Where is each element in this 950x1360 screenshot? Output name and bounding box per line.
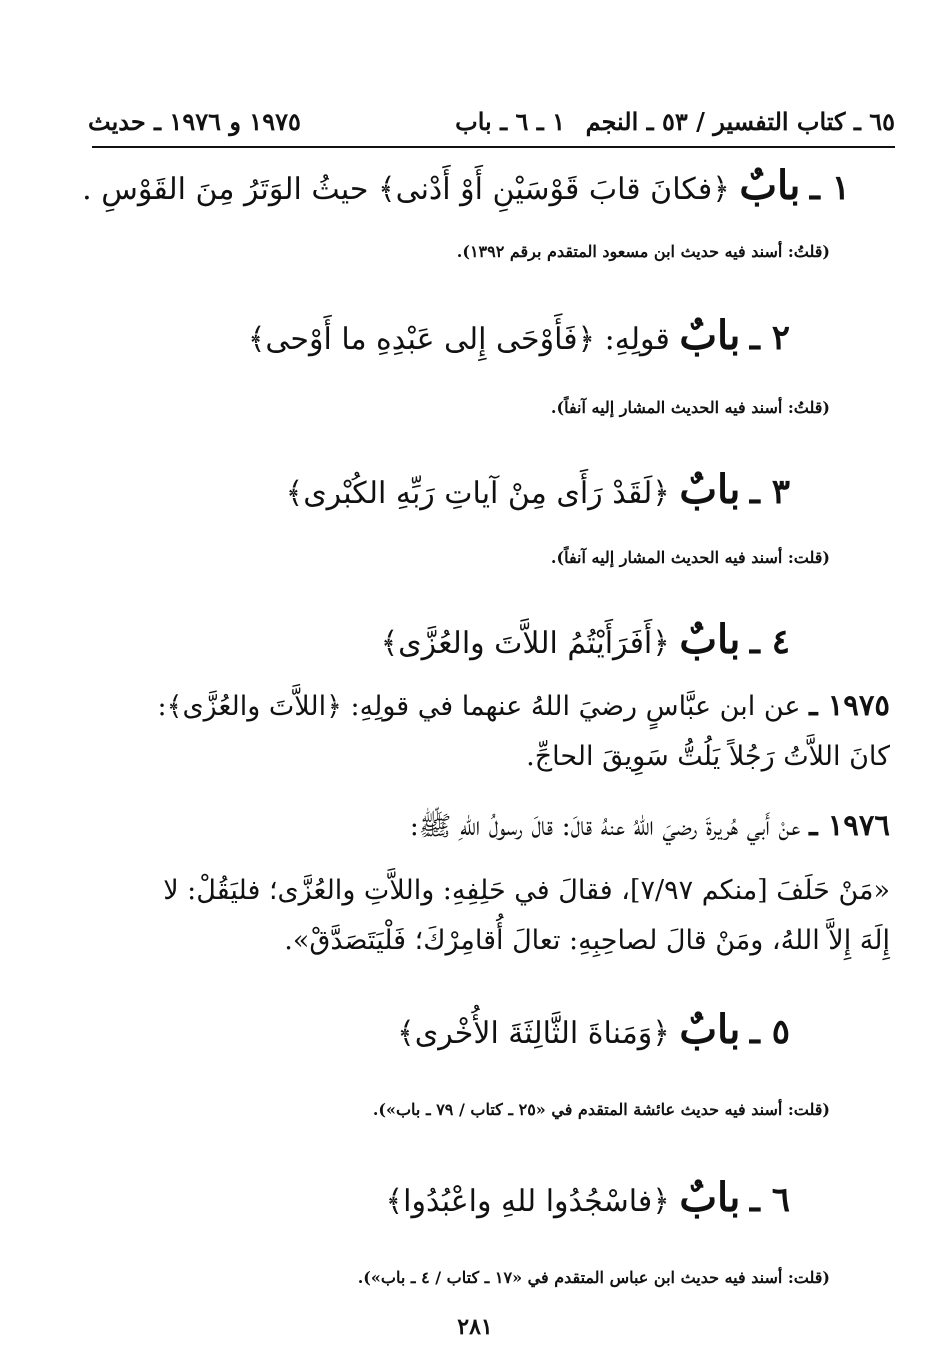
bab-title: ﴿فاسْجُدُوا للهِ واعْبُدُوا﴾ [385,1184,670,1219]
header-hadith-range: ١٩٧٥ و ١٩٧٦ ـ حديث [88,107,301,136]
bab-heading [60,616,790,668]
editor-note: (قلت: أسند فيه حديث ابن عباس المتقدم في «١٧ ـ كتاب / ٤ ـ باب»). [357,1268,830,1287]
hadith-line: ١٩٧٦ ـ عنْ أَبي هُريرةَ رضيَ اللهُ عنهُ قالَ: قالَ رسولُ اللهِ ﷺ: [409,808,890,842]
bab-heading [60,466,790,518]
bab-number: ٢ ـ [749,318,790,358]
bab-number: ١ ـ [809,168,850,208]
bab-heading [60,1006,790,1058]
bab-heading [60,1174,790,1226]
hadith-1976 [60,800,890,966]
bab-number: ٦ ـ [749,1180,790,1220]
editor-note: (قلتُ: أسند فيه الحديث المشار إليه آنفاً). [550,398,830,417]
hadith-line: كانَ اللاَّتُ رَجُلاً يَلُتُّ سَوِيقَ الحاجِّ. [526,741,890,772]
bab-number: ٣ ـ [749,472,790,512]
editor-note: (قلت: أسند فيه حديث عائشة المتقدم في «٢٥ ـ كتاب / ٧٩ ـ باب»). [372,1100,830,1119]
bab-title: ﴿أَفَرَأَيْتُمُ اللاَّتَ والعُزَّى﴾ [380,626,670,661]
bab-word: بابٌ [679,1174,741,1221]
bab-word: بابٌ [679,1006,741,1053]
editor-note: (قلتُ: أسند فيه حديث ابن مسعود المتقدم برقم ١٣٩٢). [456,242,830,261]
bab-heading [60,312,790,364]
bab-word: بابٌ [679,312,741,359]
bab-word: بابٌ [679,466,741,513]
hadith-line: «مَنْ حَلَفَ [منكم ٧/٩٧]، فقالَ في حَلِفِهِ: واللاَّتِ والعُزَّى؛ فليَقُلْ: لا [163,875,890,906]
running-header [88,102,895,142]
editor-note: (قلت: أسند فيه الحديث المشار إليه آنفاً). [550,548,830,567]
hadith-line: إِلَهَ إِلاَّ اللهُ، ومَنْ قالَ لصاحِبِهِ: تعالَ أُقامِرْكَ؛ فَلْيَتَصَدَّقْ». [284,925,890,956]
bab-title: قولِهِ: ﴿فَأَوْحَى إِلى عَبْدِهِ ما أَوْحى﴾ [247,322,670,357]
bab-word: بابٌ [679,616,741,663]
hadith-number: ١٩٧٥ ـ [809,688,890,722]
header-rule [92,146,895,148]
bab-title: ﴿وَمَناةَ الثَّالِثَةَ الأُخْرى﴾ [397,1016,670,1051]
bab-number: ٤ ـ [749,622,790,662]
hadith-number: ١٩٧٦ ـ [809,808,890,842]
header-book-chapter: ٦٥ ـ كتاب التفسير / ٥٣ ـ النجم [585,107,895,136]
hadith-1975 [60,680,890,782]
bab-word: بابٌ [739,162,801,209]
bab-title: ﴿فكانَ قابَ قَوْسَيْنِ أَوْ أَدْنى﴾ حيثُ الوَتَرُ مِنَ القَوْسِ . [82,172,730,207]
header-bab-range: ١ ـ ٦ ـ باب [455,107,565,136]
bab-title: ﴿لَقَدْ رَأَى مِنْ آياتِ رَبِّهِ الكُبْرى﴾ [285,476,670,511]
bab-number: ٥ ـ [749,1012,790,1052]
hadith-line: ١٩٧٥ ـ عن ابن عبَّاسٍ رضيَ اللهُ عنهما في قولِهِ: ﴿اللاَّتَ والعُزَّى﴾: [157,688,890,722]
bab-heading [60,162,850,214]
page-number: ٢٨١ [457,1314,493,1340]
